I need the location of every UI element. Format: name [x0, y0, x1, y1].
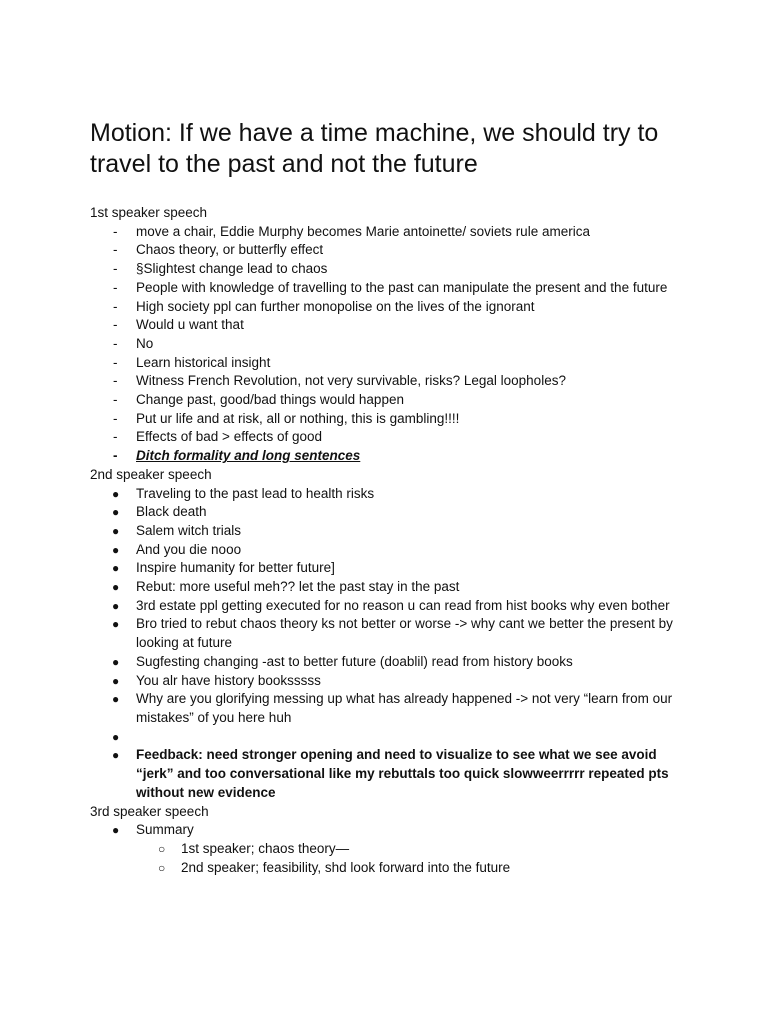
bullet-marker: ●: [112, 748, 120, 763]
section-heading: 1st speaker speech: [90, 205, 208, 220]
list-item-text: People with knowledge of travelling to the past can manipulate the present and the future: [136, 279, 668, 295]
dash-marker: -: [113, 373, 118, 389]
list-item-text: Why are you glorifying messing up what has already happened -> not very “learn from our mistakes” of you here huh: [136, 691, 673, 725]
dash-marker: -: [113, 410, 118, 426]
list-item: [90, 597, 690, 616]
list-item-text: Effects of bad > effects of good: [136, 429, 323, 445]
dash-marker: -: [113, 335, 118, 351]
sub-list-item-text: 1st speaker; chaos theory—: [181, 840, 350, 856]
speech-points-list: [90, 485, 690, 803]
list-item-text: Chaos theory, or butterfly effect: [136, 242, 324, 258]
list-item-text: Put ur life and at risk, all or nothing, this is gambling!!!!: [136, 410, 460, 426]
dash-marker: -: [113, 354, 118, 370]
list-item: [90, 223, 690, 242]
list-item: [90, 578, 690, 597]
list-item: [90, 241, 690, 260]
list-item: [90, 541, 690, 560]
dash-marker: -: [113, 261, 118, 277]
list-item-feedback: [90, 746, 690, 802]
list-item: [90, 354, 690, 373]
section-heading: 2nd speaker speech: [90, 466, 212, 482]
list-item-text: Witness French Revolution, not very survivable, risks? Legal loopholes?: [136, 373, 566, 389]
list-item: [90, 821, 690, 840]
list-item: [90, 298, 690, 317]
bullet-marker: ●: [112, 673, 120, 688]
sub-list-item: [90, 840, 690, 859]
sub-list-item-text: 2nd speaker; feasibility, shd look forward into the future: [181, 859, 511, 875]
list-item-text: No: [136, 335, 154, 351]
list-item: [90, 615, 690, 652]
list-item-text: Inspire humanity for better future]: [136, 560, 335, 576]
bullet-marker: ●: [112, 523, 120, 538]
list-item: [90, 690, 690, 727]
list-item-text: Learn historical insight: [136, 354, 271, 370]
bullet-marker: ●: [112, 486, 120, 501]
hollow-bullet-marker: ○: [158, 860, 166, 875]
list-item: [90, 653, 690, 672]
list-item: [90, 260, 690, 279]
bullet-marker: ●: [112, 580, 120, 595]
list-item: [90, 503, 690, 522]
bullet-marker: ●: [112, 542, 120, 557]
bullet-marker: ●: [112, 692, 120, 707]
list-item: [90, 372, 690, 391]
list-item: [90, 559, 690, 578]
list-item: [90, 391, 690, 410]
dash-marker: -: [113, 242, 118, 258]
list-item: [90, 522, 690, 541]
dash-marker: -: [113, 448, 118, 464]
list-item-emphasis: [90, 447, 690, 466]
list-item-text: You alr have history booksssss: [136, 672, 321, 688]
list-item: [90, 485, 690, 504]
list-item: [90, 410, 690, 429]
list-item-text: move a chair, Eddie Murphy becomes Marie antoinette/ soviets rule america: [136, 223, 590, 239]
list-item-text: Bro tried to rebut chaos theory ks not better or worse -> why cant we better the present by looking at future: [136, 616, 673, 651]
speech-points-list: [90, 223, 690, 466]
list-item-empty: [90, 728, 690, 747]
list-item-text: Salem witch trials: [136, 522, 242, 538]
list-item-text: Sugfesting changing -ast to better future (doablil) read from history books: [136, 653, 573, 669]
bullet-marker: ●: [112, 598, 120, 613]
list-item-text: High society ppl can further monopolise on the lives of the ignorant: [136, 298, 535, 314]
dash-marker: -: [113, 223, 118, 239]
bullet-marker: ●: [112, 617, 120, 632]
bullet-marker: ●: [112, 561, 120, 576]
document-body: [90, 204, 690, 877]
list-item-text: And you die nooo: [136, 541, 242, 557]
bullet-marker: ●: [112, 729, 120, 744]
list-item: [90, 316, 690, 335]
dash-marker: -: [113, 298, 118, 314]
dash-marker: -: [113, 429, 118, 445]
list-item-text: Black death: [136, 504, 207, 520]
bullet-marker: ●: [112, 823, 120, 838]
list-item-text: [136, 729, 140, 744]
list-item-text: Would u want that: [136, 317, 244, 333]
section-heading: 3rd speaker speech: [90, 803, 209, 819]
section-2nd-speaker: [90, 466, 690, 803]
list-item-text: §Slightest change lead to chaos: [136, 261, 328, 277]
hollow-bullet-marker: ○: [158, 841, 166, 856]
section-1st-speaker: [90, 204, 690, 466]
feedback-text: Feedback: need stronger opening and need to visualize to see what we see avoid “jerk” and too conversational like my rebuttals too quick slowweerrrrr repeated pts without new evidence: [136, 747, 669, 800]
sub-list-item: [90, 859, 690, 878]
section-3rd-speaker: [90, 803, 690, 878]
dash-marker: -: [113, 279, 118, 295]
list-item-text: Traveling to the past lead to health risks: [136, 485, 375, 501]
list-item-text: 3rd estate ppl getting executed for no reason u can read from hist books why even bother: [136, 597, 670, 613]
list-item: [90, 279, 690, 298]
list-item-text: Ditch formality and long sentences: [136, 448, 361, 464]
motion-title: Motion: If we have a time machine, we should try to travel to the past and not the future: [90, 119, 659, 178]
dash-marker: -: [113, 317, 118, 333]
list-item: [90, 428, 690, 447]
list-item: [90, 672, 690, 691]
dash-marker: -: [113, 392, 118, 408]
list-item-text: Rebut: more useful meh?? let the past stay in the past: [136, 579, 460, 595]
list-item-text: Change past, good/bad things would happen: [136, 392, 404, 408]
list-item-text: Summary: [136, 822, 194, 838]
bullet-marker: ●: [112, 654, 120, 669]
list-item: [90, 335, 690, 354]
bullet-marker: ●: [112, 505, 120, 520]
speech-points-list: [90, 821, 690, 877]
